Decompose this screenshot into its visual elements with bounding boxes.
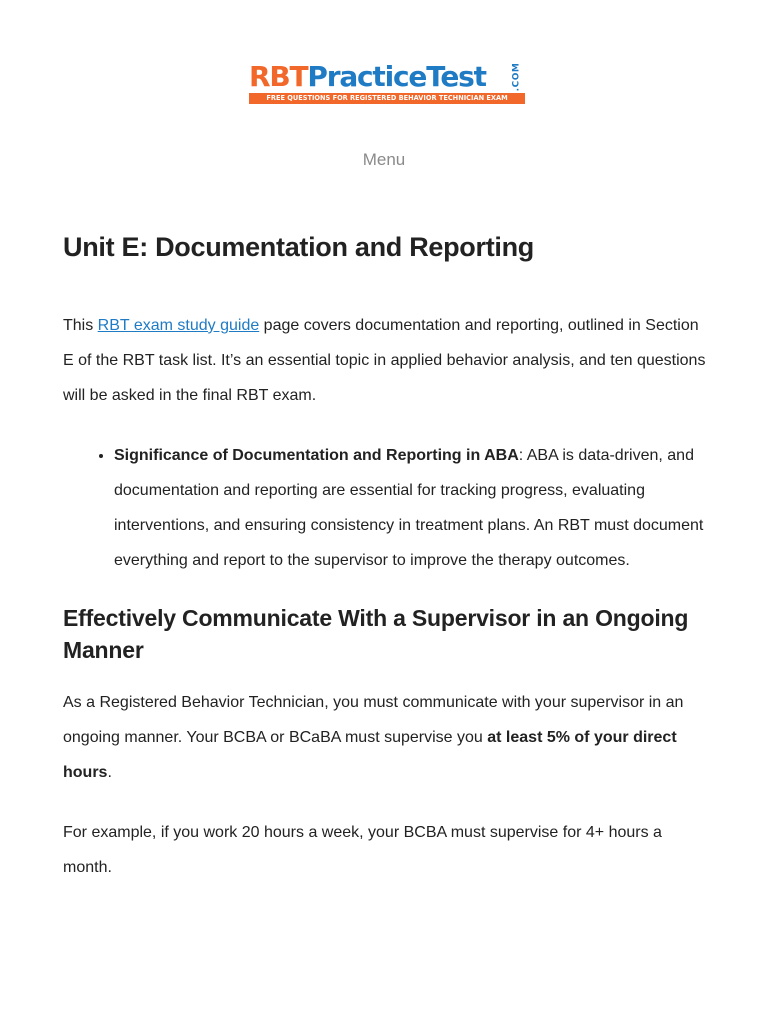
supervisor-text-start: As a Registered Behavior Technician, you must communicate with your supervisor in an ongoing manner. Your BCBA or BCaBA must supervise you bbox=[63, 694, 684, 746]
logo-wordmark bbox=[249, 60, 486, 94]
intro-text-start: This bbox=[63, 317, 98, 334]
supervisor-paragraph bbox=[63, 685, 713, 790]
page-title: Unit E: Documentation and Reporting bbox=[63, 232, 534, 262]
list-item bbox=[114, 438, 713, 578]
study-guide-link[interactable]: RBT exam study guide bbox=[97, 317, 260, 334]
example-paragraph: For example, if you work 20 hours a week, your BCBA must supervise for 4+ hours a month. bbox=[63, 824, 662, 876]
site-logo[interactable] bbox=[249, 60, 529, 108]
intro-paragraph bbox=[63, 308, 713, 413]
intro-text-end: page covers documentation and reporting, outlined in Section E of the RBT task list. It’s an essential topic in applied behavior analysis, and ten questions will be asked in the final RBT exam. bbox=[63, 317, 706, 404]
bullet-description: : ABA is data-driven, and documentation and reporting are essential for tracking progress, evaluating interventions, and ensuring consistency in treatment plans. An RBT must document everything and report to the supervisor to improve the therapy outcomes. bbox=[114, 447, 704, 569]
bullet-list bbox=[63, 438, 713, 578]
supervision-requirement: at least 5% of your direct hours bbox=[63, 729, 677, 781]
logo-practice-text: PracticeTest bbox=[307, 60, 486, 93]
logo-com-text: .COM bbox=[511, 62, 522, 92]
bullet-term: Significance of Documentation and Reporting in ABA bbox=[114, 447, 519, 464]
section-heading: Effectively Communicate With a Supervisor in an Ongoing Manner bbox=[63, 605, 689, 663]
logo-rbt-text: RBT bbox=[249, 60, 308, 93]
site-header bbox=[0, 0, 768, 200]
article bbox=[63, 226, 713, 885]
supervisor-text-end: . bbox=[107, 764, 112, 781]
menu-toggle[interactable]: Menu bbox=[362, 150, 406, 169]
logo-tagline: FREE QUESTIONS FOR REGISTERED BEHAVIOR TECHNICIAN EXAM bbox=[249, 93, 525, 104]
logo-com-badge bbox=[506, 63, 526, 93]
